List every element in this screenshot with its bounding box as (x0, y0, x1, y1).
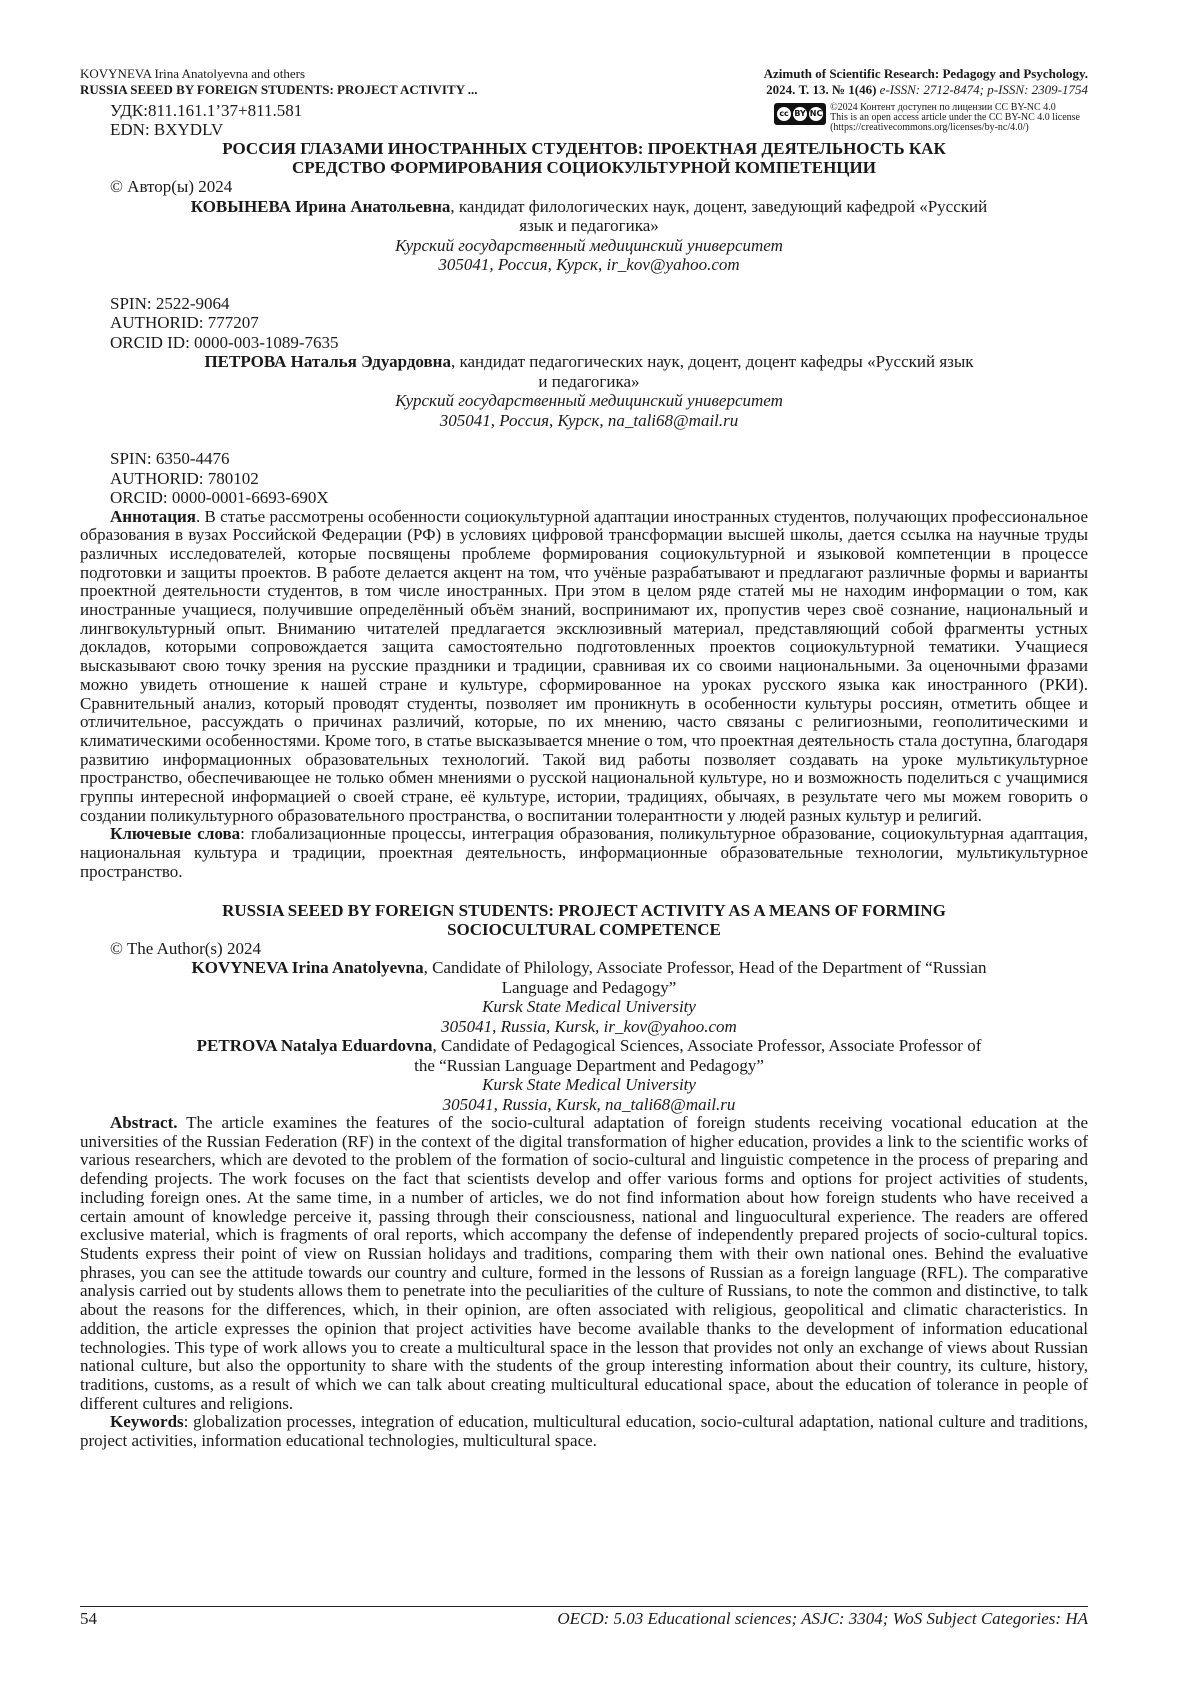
license-url[interactable]: (https://creativecommons.org/licenses/by-nc/4.0/) (830, 122, 1029, 133)
header-authors: KOVYNEVA Irina Anatolyevna and others (80, 66, 306, 81)
title-ru-line-2: СРЕДСТВО ФОРМИРОВАНИЯ СОЦИОКУЛЬТУРНОЙ КОМПЕТЕНЦИИ (292, 158, 876, 177)
author-1-name-ru: КОВЫНЕВА Ирина Анатольевна (190, 196, 451, 216)
subject-classification: OECD: 5.03 Educational sciences; ASJC: 3304; WoS Subject Categories: HA (557, 1609, 1088, 1628)
author-2-spin: SPIN: 6350-4476 (110, 449, 230, 468)
author-1-address-ru: 305041, Россия, Курск, ir_kov@yahoo.com (438, 255, 740, 274)
article-page (80, 66, 1088, 1451)
author-2-address-ru: 305041, Россия, Курск, na_tali68@mail.ru (439, 410, 739, 430)
author-2-address-en: 305041, Russia, Kursk, na_tali68@mail.ru (442, 1094, 736, 1114)
keywords-en-label: Keywords (110, 1412, 184, 1432)
abstract-ru-text: . В статье рассмотрены особенности социокультурной адаптации иностранных студентов, получающих профессиональное образования в вузах Российской Федерации (РФ) в условиях цифровой трансформации высшей школы, дается ссылка на научные труды различных исследователей, которые посвящены проблеме формирования социокультурной и языковой компетенции в процессе подготовки и защиты проектов. В работе делается акцент на том, что учёные разрабатывают и предлагают различные формы и варианты проектной деятельности студентов, в том числе иностранных. При этом в целом ряде статей мы не находим информации о том, как иностранные учащиеся, получившие определённый объём знаний, воспринимают их, пропустив через своё сознание, национальный и лингвокультурный опыт. Вниманию читателей предлагается эксклюзивный материал, представляющий собой фрагменты устных докладов, которыми сопровождается защита самостоятельно подготовленных проектов социокультурной тематики. Учащиеся высказывают свою точку зрения на русские праздники и традиции, сравнивая их со своими национальными. За оценочными фразами можно увидеть отношение к нашей стране и культуре, сформированное на уроках русского языка как иностранного (РКИ). Сравнительный анализ, который проводят студенты, позволяет им проникнуть в особенности культуры россиян, отметить общее и отличительное, рассуждать о причинах различий, которые, по их мнению, часто связаны с религиозными, геополитическими и климатическими особенностями. Кроме того, в статье высказывается мнение о том, что проектная деятельность стала доступна, благодаря развитию информационных образовательных технологий. Такой вид работы позволяет создавать на уроке мультикультурное пространство, обеспечивающее не только обмен мнениями о русской национальной культуре, но и возможность поделиться с учащимися группы интересной информацией о своей стране, её культуре, истории, традициях, обычаях, в результате чего мы можем говорить о создании поликультурного образовательного пространства, о воспитании толерантности у людей разных культур и религий. (80, 506, 1088, 825)
author-1-en (80, 958, 1088, 1036)
author-1-ru (80, 197, 1088, 275)
running-header (80, 66, 1088, 98)
license-line-ru: ©2024 Контент доступен по лицензии CC BY-NC 4.0 (830, 102, 1056, 113)
abstract-ru (80, 508, 1088, 826)
abstract-en-label: Abstract. (110, 1113, 178, 1133)
title-en-line-1: RUSSIA SEEED BY FOREIGN STUDENTS: PROJECT ACTIVITY AS A MEANS OF FORMING (222, 900, 946, 920)
edn-code: EDN: BXYDLV (110, 120, 224, 139)
author-1-desc-en: , Candidate of Philology, Associate Professor, Head of the Department of “Russian (423, 958, 987, 978)
author-2-affiliation-en: Kursk State Medical University (482, 1075, 696, 1095)
abstract-en-text: The article examines the features of the socio-cultural adaptation of foreign students receiving vocational education at the universities of the Russian Federation (RF) in the context of the digital transformation of higher education, provides a link to the scientific works of various researchers, which are devoted to the problem of the formation of socio-cultural and linguistic competence in the process of preparing and defending projects. The work focuses on the fact that scientists develop and offer various forms and options for project activities of students, including foreign ones. At the same time, in a number of articles, we do not find information about how foreign students who have received a certain amount of knowledge perceive it, passing through their consciousness, national and linguocultural experience. The readers are offered exclusive material, which is fragments of oral reports, which accompany the defense of independently prepared projects of socio-cultural topics. Students express their point of view on Russian holidays and traditions, comparing them with their own national ones. Behind the evaluative phrases, you can see the attitude towards our country and culture, formed in the lessons of Russian as a foreign language (RFL). The comparative analysis carried out by students allows them to penetrate into the peculiarities of the culture of Russians, to note the common and distinctive, to talk about the reasons for the differences, which, in their opinion, are often associated with religious, geopolitical and climatic characteristics. In addition, the article expresses the opinion that project activities have become available thanks to the development of information educational technologies. This type of work allows you to create a multicultural space in the lesson that provides not only an exchange of views about Russian national culture, but also the opportunity to share with the students of the group interesting information about their country, its culture, history, traditions, customs, as a result of which we can talk about creating multicultural educational space, about the education of tolerance in people of different cultures and religions. (80, 1113, 1088, 1413)
author-1-name-en: KOVYNEVA Irina Anatolyevna (191, 958, 424, 978)
author-1-desc-ru: , кандидат филологических наук, доцент, заведующий кафедрой «Русский (450, 196, 988, 216)
author-1-affiliation-ru: Курский государственный медицинский университет (395, 235, 783, 255)
author-1-spin: SPIN: 2522-9064 (110, 293, 230, 313)
license-block (774, 103, 1080, 139)
author-2-name-ru: ПЕТРОВА Наталья Эдуардовна (204, 352, 451, 371)
header-running-title: RUSSIA SEEED BY FOREIGN STUDENTS: PROJECT ACTIVITY ... (80, 82, 478, 97)
license-line-en: This is an open access article under the CC BY-NC 4.0 license (830, 112, 1080, 123)
abstract-ru-label: Аннотация (110, 506, 196, 526)
author-2-ru (80, 352, 1088, 430)
title-ru-line-1: РОССИЯ ГЛАЗАМИ ИНОСТРАННЫХ СТУДЕНТОВ: ПРОЕКТНАЯ ДЕЯТЕЛЬНОСТЬ КАК (222, 139, 946, 158)
author-2-name-en: PETROVA Natalya Eduardovna (196, 1036, 433, 1056)
author-2-orcid: ORCID: 0000-0001-6693-690X (110, 488, 329, 507)
author-1-desc-ru-cont: язык и педагогика» (519, 216, 659, 235)
nc-icon: NC (809, 107, 823, 121)
author-1-affiliation-en: Kursk State Medical University (482, 997, 696, 1017)
author-2-desc-ru: , кандидат педагогических наук, доцент, доцент кафедры «Русский язык (450, 352, 974, 371)
author-2-desc-ru-cont: и педагогика» (538, 371, 640, 391)
abstract-en (80, 1114, 1088, 1413)
by-icon: BY (793, 107, 807, 121)
keywords-ru-label: Ключевые слова (110, 824, 241, 844)
keywords-ru (80, 825, 1088, 881)
cc-icon: cc (777, 107, 791, 121)
author-2-en (80, 1036, 1088, 1114)
page-footer (80, 1606, 1088, 1628)
author-2-affiliation-ru: Курский государственный медицинский университет (395, 391, 783, 410)
author-1-orcid: ORCID ID: 0000-003-1089-7635 (110, 332, 339, 352)
copyright-ru: © Автор(ы) 2024 (110, 177, 233, 196)
author-2-desc-en-cont: the “Russian Language Department and Pedagogy” (414, 1055, 764, 1075)
author-2-desc-en: , Candidate of Pedagogical Sciences, Associate Professor, Associate Professor of (432, 1036, 982, 1056)
author-1-address-en: 305041, Russia, Kursk, ir_kov@yahoo.com (441, 1016, 737, 1036)
author-1-authorid: AUTHORID: 777207 (110, 313, 259, 332)
header-journal: Azimuth of Scientific Research: Pedagogy and Psychology. (763, 66, 1088, 81)
header-issn: e-ISSN: 2712-8474; p-ISSN: 2309-1754 (879, 82, 1088, 97)
title-ru (100, 139, 1068, 177)
page-number: 54 (80, 1609, 97, 1628)
author-1-desc-en-cont: Language and Pedagogy” (501, 977, 677, 997)
keywords-en-text: : globalization processes, integration of education, multicultural education, socio-cultural adaptation, national culture and traditions, project activities, information educational technologies, multicultural space. (80, 1412, 1088, 1451)
keywords-en (80, 1413, 1088, 1450)
copyright-en: © The Author(s) 2024 (110, 938, 261, 958)
title-en (100, 901, 1068, 939)
keywords-ru-text: : глобализационные процессы, интеграция образования, поликультурное образование, социокультурная адаптация, национальная культура и традиции, проектная деятельность, информационные образовательные технологии, мультикультурное пространство. (80, 824, 1088, 881)
cc-by-nc-badge-icon (774, 103, 826, 125)
header-issue: 2024. Т. 13. № 1(46) (766, 82, 877, 97)
title-en-line-2: SOCIOCULTURAL COMPETENCE (447, 919, 721, 939)
udk-code: УДК:811.161.1’37+811.581 (110, 101, 303, 120)
author-2-authorid: AUTHORID: 780102 (110, 468, 259, 488)
